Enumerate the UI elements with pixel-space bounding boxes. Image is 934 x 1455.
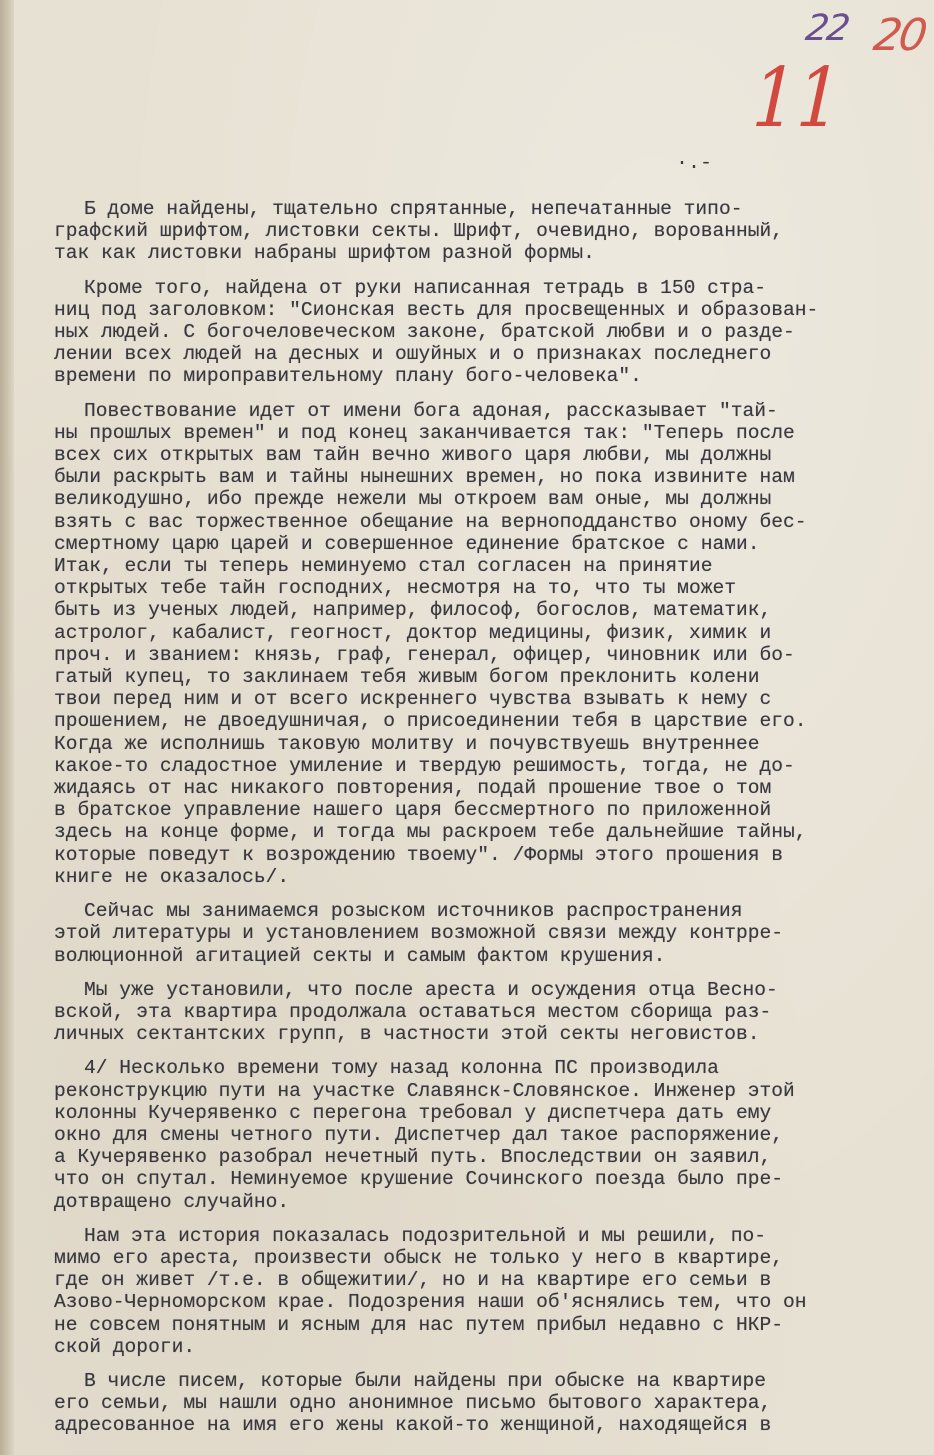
text-line: ской дороги.	[54, 1335, 196, 1358]
paragraph	[0, 277, 934, 388]
text-line: не совсем понятным и ясным для нас путем прибыл недавно с НКР-	[54, 1313, 784, 1336]
text-line: Кроме того, найдена от руки написанная тетрадь в 150 стра-	[84, 276, 766, 299]
text-line: что он спутал. Неминуемое крушение Сочинского поезда было пре-	[54, 1168, 784, 1191]
text-line: книге не оказалось/.	[54, 865, 290, 888]
text-line: Когда же исполнишь таковую молитву и почувствуешь внутреннее	[54, 732, 760, 755]
text-line: лении всех людей на десных и ошуйных и о признаках последнего	[54, 343, 772, 366]
text-line: астролог, кабалист, геогност, доктор медицины, физик, химик и	[54, 621, 772, 644]
text-line: графский шрифтом, листовки секты. Шрифт, очевидно, ворованный,	[54, 220, 784, 243]
text-line: реконструкцию пути на участке Славянск-Словянское. Инженер этой	[54, 1079, 795, 1102]
archive-number-purple: 22	[803, 8, 851, 49]
page-marker: ·.-	[676, 152, 713, 175]
text-line: смертному царю царей и совершенное единение братское с нами.	[54, 532, 760, 555]
text-line: гатый купец, то заклинаем тебя живым богом преклонить колени	[54, 666, 760, 689]
text-line: быть из ученых людей, например, философ, богослов, математик,	[54, 599, 772, 622]
text-line: Итак, если ты теперь неминуемо стал согласен на принятие	[54, 555, 713, 578]
text-line: так как листовки набраны шрифтом разной формы.	[54, 242, 595, 265]
paragraph	[0, 900, 934, 967]
text-line: дотвращено случайно.	[54, 1190, 290, 1213]
paragraph	[0, 1225, 934, 1358]
text-line: Сейчас мы занимаемся розыском источников распространения	[84, 900, 743, 923]
paragraph	[0, 400, 934, 888]
paragraph	[0, 979, 934, 1046]
text-line: ных людей. С богочеловеческом законе, братской любви и о разде-	[54, 321, 795, 344]
text-line: личных сектантских групп, в частности этой секты неговистов.	[54, 1023, 760, 1046]
text-line: его семьи, мы нашли одно анонимное письмо бытового характера,	[54, 1392, 772, 1415]
text-line: всех сих открытых вам тайн вечно живого царя любви, мы должны	[54, 444, 772, 467]
text-line: Повествование идет от имени бога адоная, рассказывает "тай-	[84, 399, 778, 422]
text-line: времени по мироправительному плану бого-человека".	[54, 365, 642, 388]
text-line: а Кучерявенко разобрал нечетный путь. Впоследствии он заявил,	[54, 1146, 772, 1169]
text-line: взять с вас торжественное обещание на верноподданство оному бес-	[54, 510, 807, 533]
text-line: колонны Кучерявенко с перегона требовал у диспетчера дать ему	[54, 1101, 772, 1124]
text-line: ниц под заголовком: "Сионская весть для просвещенных и образован-	[54, 298, 819, 321]
paragraph	[0, 198, 934, 265]
text-line: где он живет /т.е. в общежитии/, но и на квартире его семьи в	[54, 1269, 772, 1292]
text-line: ны прошлых времен" и под конец заканчивается так: "Теперь после	[54, 421, 795, 444]
paragraph	[0, 1370, 934, 1437]
text-line: этой литературы и установлением возможной связи между контрре-	[54, 922, 784, 945]
text-line: адресованное на имя его жены какой-то женщиной, находящейся в	[54, 1414, 772, 1437]
text-line: Нам эта история показалась подозрительной и мы решили, по-	[84, 1224, 766, 1247]
text-line: В числе писем, которые были найдены при обыске на квартире	[84, 1369, 766, 1392]
text-line: мимо его ареста, произвести обыск не только у него в квартире,	[54, 1246, 784, 1269]
text-line: волюционной агитацией секты и самым фактом крушения.	[54, 944, 666, 967]
text-line: Азово-Черноморском крае. Подозрения наши об'яснялись тем, что он	[54, 1291, 807, 1314]
text-line: окно для смены четного пути. Диспетчер дал такое распоряжение,	[54, 1123, 784, 1146]
document-body	[0, 198, 934, 1437]
paragraph	[0, 1057, 934, 1212]
text-line: открытых тебе тайн господних, несмотря на то, что ты может	[54, 577, 736, 600]
text-line: в братское управление нашего царя бессмертного по приложенной	[54, 799, 772, 822]
text-line: великодушно, ибо прежде нежели мы откроем вам оные, мы должны	[54, 488, 772, 511]
text-line: вской, эта квартира продолжала оставаться местом сборища раз-	[54, 1000, 772, 1023]
text-line: жидаясь от нас никакого повторения, подай прошение твое о том	[54, 777, 772, 800]
text-line: здесь на конце форме, и тогда мы раскроем тебе дальнейшие тайны,	[54, 821, 807, 844]
text-line: проч. и званием: князь, граф, генерал, офицер, чиновник или бо-	[54, 643, 795, 666]
text-line: которые поведут к возрождению твоему". /Формы этого прошения в	[54, 843, 784, 866]
text-line: твои перед ним и от всего искреннего чувства взывать к нему с	[54, 688, 772, 711]
sheet-mark-handwritten: 11	[741, 51, 851, 146]
text-line: Б доме найдены, тщательно спрятанные, непечатанные типо-	[84, 198, 743, 220]
text-line: 4/ Несколько времени тому назад колонна ПС производила	[84, 1057, 719, 1080]
text-line: какое-то сладостное умиление и твердую решимость, тогда, не до-	[54, 754, 795, 777]
text-line: Мы уже установили, что после ареста и осуждения отца Весно-	[84, 978, 778, 1001]
text-line: были раскрыть вам и тайны нынешних времен, но пока извините нам	[54, 466, 795, 489]
archive-number-red: 20	[870, 10, 928, 61]
text-line: прошением, не двоедушничая, о присоединении тебя в царствие его.	[54, 710, 807, 733]
